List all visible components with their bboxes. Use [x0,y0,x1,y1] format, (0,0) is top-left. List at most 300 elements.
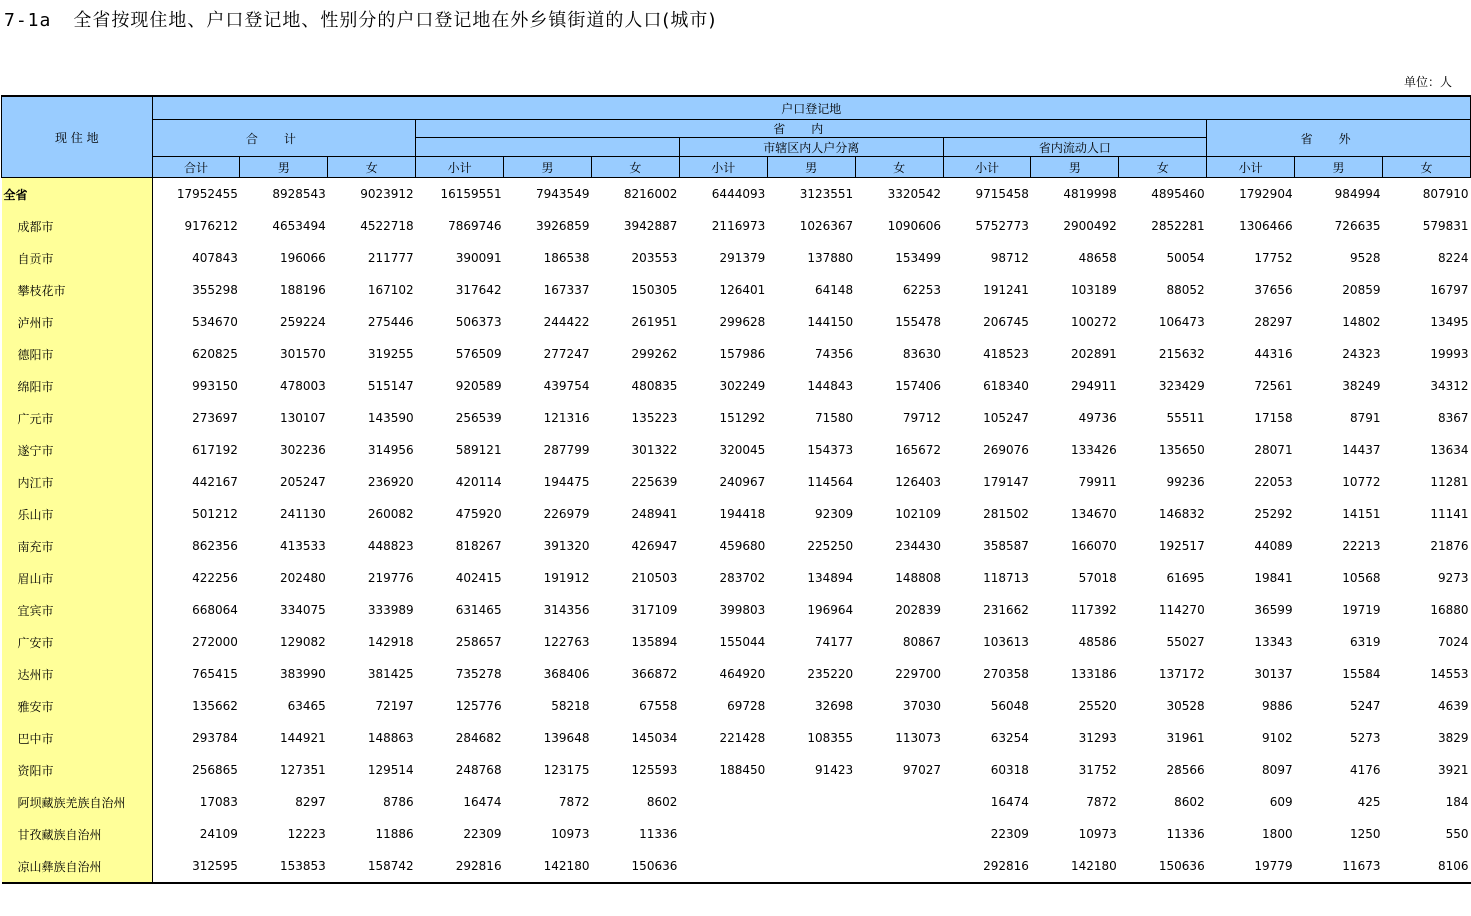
table-cell: 314956 [367,443,414,457]
table-cell: 142180 [1031,850,1119,883]
table-row [2,210,1471,242]
table-cell: 50054 [1166,251,1205,265]
table-cell: 281502 [983,507,1029,521]
table-cell: 221428 [719,731,766,745]
table-cell: 381425 [367,667,414,681]
table-cell: 11141 [1430,507,1469,521]
table-cell: 302249 [719,379,766,393]
table-cell: 2116973 [711,219,766,233]
table-cell: 61695 [1166,571,1205,585]
table-cell: 15584 [1342,667,1381,681]
table-cell: 260082 [367,507,414,521]
table-cell: 38249 [1342,379,1381,393]
table-cell: 334075 [279,603,326,617]
table-cell: 151292 [719,411,766,425]
table-cell: 10568 [1342,571,1381,585]
table-cell: 55511 [1166,411,1205,425]
table-cell: 283702 [719,571,766,585]
table-cell: 390091 [455,251,502,265]
table-cell: 317109 [631,603,678,617]
table-cell: 114564 [807,475,854,489]
table-cell: 135650 [1158,443,1205,457]
table-cell: 103613 [983,635,1029,649]
table-cell: 165672 [895,443,942,457]
table-cell: 618340 [983,379,1029,393]
table-cell: 9528 [1349,251,1381,265]
table-cell: 150636 [1119,850,1207,883]
table-row [2,722,1471,754]
page-title [4,6,716,32]
table-cell: 133426 [1071,443,1117,457]
table-cell: 1026367 [799,219,854,233]
table-cell: 6444093 [711,187,766,201]
table-cell: 6319 [1349,635,1381,649]
table-cell: 44316 [1254,347,1293,361]
row-name: 宜宾市 [2,594,153,626]
table-cell: 333989 [367,603,414,617]
sub-header-6: 小计 [679,157,767,178]
table-cell: 291379 [719,251,766,265]
table-cell: 64148 [814,283,854,297]
table-row [2,306,1471,338]
table-cell: 13495 [1430,315,1469,329]
table-cell [767,850,855,883]
row-name: 遂宁市 [2,434,153,466]
table-row [2,786,1471,818]
table-cell: 317642 [455,283,502,297]
table-cell: 210503 [631,571,678,585]
row-name: 攀枝花市 [2,274,153,306]
table-cell: 55027 [1166,635,1205,649]
table-cell: 270358 [983,667,1029,681]
table-cell: 134894 [807,571,854,585]
table-cell: 248768 [455,763,502,777]
row-name: 内江市 [2,466,153,498]
table-cell: 8297 [295,795,326,809]
table-cell: 203553 [631,251,678,265]
table-cell: 148808 [895,571,942,585]
out-province-header: 省外 [1207,120,1471,157]
table-cell: 155044 [719,635,766,649]
table-cell: 620825 [192,347,238,361]
table-cell: 579831 [1422,219,1469,233]
row-name: 自贡市 [2,242,153,274]
table-cell [679,850,767,883]
table-cell: 36599 [1254,603,1293,617]
table-cell: 3926859 [536,219,590,233]
table-cell: 9273 [1437,571,1469,585]
table-cell: 206745 [983,315,1029,329]
table-cell: 127351 [279,763,326,777]
table-cell: 49736 [1078,411,1117,425]
row-name: 凉山彝族自治州 [2,850,153,883]
table-cell [767,818,855,850]
table-cell: 121316 [543,411,590,425]
row-name: 广安市 [2,626,153,658]
table-cell: 358587 [983,539,1029,553]
table-cell: 167102 [367,283,414,297]
table-cell: 862356 [192,539,238,553]
table-cell: 144921 [279,731,326,745]
table-cell: 14553 [1430,667,1469,681]
table-cell [855,818,943,850]
table-cell: 108355 [807,731,854,745]
table-cell: 192517 [1158,539,1205,553]
table-cell: 7943549 [536,187,590,201]
row-name: 泸州市 [2,306,153,338]
sub-header-9: 小计 [943,157,1031,178]
table-cell: 105247 [983,411,1029,425]
row-name: 广元市 [2,402,153,434]
table-cell: 442167 [192,475,238,489]
table-cell: 920589 [455,379,502,393]
table-cell: 69728 [727,699,766,713]
table-cell: 202480 [279,571,326,585]
table-title-text: 全省按现住地、户口登记地、性别分的户口登记地在外乡镇街道的人口(城市) [73,10,717,31]
table-cell: 9886 [1262,699,1293,713]
table-cell: 1792904 [1239,187,1293,201]
table-number: 7-1a [4,10,52,31]
table-cell: 4639 [1437,699,1469,713]
table-cell: 422256 [192,571,238,585]
table-row [2,242,1471,274]
table-cell: 12223 [287,827,326,841]
table-cell: 261951 [631,315,678,329]
table-cell: 515147 [367,379,414,393]
table-cell: 368406 [543,667,590,681]
table-cell: 144843 [807,379,854,393]
in-province-spacer [416,138,680,157]
table-cell: 226979 [543,507,590,521]
table-cell: 292816 [416,850,504,883]
table-cell: 129082 [279,635,326,649]
table-cell: 16797 [1430,283,1469,297]
table-cell: 294911 [1071,379,1117,393]
table-cell: 17952455 [176,187,238,201]
table-cell: 16880 [1430,603,1469,617]
table-cell: 8367 [1437,411,1469,425]
table-cell: 383990 [279,667,326,681]
table-cell [679,818,767,850]
table-cell: 71580 [814,411,854,425]
table-cell: 67558 [639,699,678,713]
city-separated-header: 市辖区内人户分离 [679,138,943,157]
table-cell: 11336 [639,827,678,841]
table-cell: 4895460 [1151,187,1205,201]
table-cell: 5752773 [975,219,1029,233]
table-cell: 91423 [814,763,854,777]
table-cell: 8224 [1437,251,1469,265]
table-cell: 10973 [551,827,590,841]
sub-header-2: 女 [328,157,416,178]
table-cell: 244422 [543,315,590,329]
row-name: 乐山市 [2,498,153,530]
table-cell: 114270 [1158,603,1205,617]
table-cell: 8786 [383,795,414,809]
table-cell: 186538 [543,251,590,265]
table-cell: 150636 [591,850,679,883]
table-row [2,818,1471,850]
table-cell: 3829 [1437,731,1469,745]
table-row [2,370,1471,402]
table-cell: 19841 [1254,571,1293,585]
table-cell: 14151 [1342,507,1381,521]
table-cell: 609 [1269,795,1293,809]
table-cell: 726635 [1334,219,1381,233]
table-row [2,530,1471,562]
table-cell: 550 [1445,827,1469,841]
table-cell: 3942887 [623,219,678,233]
table-cell: 25520 [1078,699,1117,713]
table-cell: 166070 [1071,539,1117,553]
table-cell: 225250 [807,539,854,553]
table-cell: 37030 [902,699,942,713]
table-cell: 20859 [1342,283,1381,297]
sub-header-14: 女 [1382,157,1470,178]
table-cell: 475920 [455,507,502,521]
table-cell: 8097 [1262,763,1293,777]
table-cell: 202891 [1071,347,1117,361]
table-cell: 418523 [983,347,1029,361]
table-cell: 420114 [455,475,502,489]
table-cell: 19719 [1342,603,1381,617]
sub-header-0: 合计 [152,157,240,178]
row-name: 成都市 [2,210,153,242]
table-cell: 72561 [1254,379,1293,393]
table-cell: 98712 [990,251,1029,265]
table-cell: 312595 [152,850,240,883]
table-cell: 273697 [192,411,238,425]
table-cell: 16474 [463,795,502,809]
table-cell: 137880 [807,251,854,265]
table-body [2,178,1471,884]
table-cell: 62253 [902,283,942,297]
table-cell: 31752 [1078,763,1117,777]
table-cell: 4653494 [272,219,326,233]
table-cell: 153853 [240,850,328,883]
table-cell: 202839 [895,603,942,617]
table-cell: 158742 [328,850,416,883]
table-cell: 589121 [455,443,502,457]
table-cell: 275446 [367,315,414,329]
table-cell: 8602 [1174,795,1205,809]
table-cell: 60318 [990,763,1029,777]
sub-header-10: 男 [1031,157,1119,178]
table-cell: 765415 [192,667,238,681]
table-row [2,658,1471,690]
table-row [2,850,1471,883]
table-cell: 293784 [192,731,238,745]
table-cell: 14437 [1342,443,1381,457]
sub-header-3: 小计 [416,157,504,178]
table-cell: 2852281 [1151,219,1205,233]
row-name: 甘孜藏族自治州 [2,818,153,850]
table-cell: 133186 [1071,667,1117,681]
table-cell: 30137 [1254,667,1293,681]
hukou-header: 户口登记地 [152,96,1470,120]
table-cell: 1090606 [887,219,942,233]
table-cell: 236920 [367,475,414,489]
table-cell: 130107 [279,411,326,425]
table-cell: 323429 [1158,379,1205,393]
table-cell: 106473 [1158,315,1205,329]
table-cell: 145034 [631,731,678,745]
table-cell: 13343 [1254,635,1293,649]
table-cell: 301570 [279,347,326,361]
table-cell: 320045 [719,443,766,457]
row-label-header: 现 住 地 [2,96,153,178]
table-cell: 287799 [543,443,590,457]
table-cell: 92309 [814,507,854,521]
table-cell: 17083 [199,795,238,809]
table-cell: 292816 [943,850,1031,883]
table-cell: 144150 [807,315,854,329]
total-group-header: 合计 [152,120,416,157]
table-cell: 259224 [279,315,326,329]
table-cell: 272000 [192,635,238,649]
table-cell: 157986 [719,347,766,361]
table-cell: 459680 [719,539,766,553]
table-row [2,562,1471,594]
table-cell: 19779 [1207,850,1295,883]
table-cell: 56048 [990,699,1029,713]
table-cell: 28566 [1166,763,1205,777]
table-cell: 11281 [1430,475,1469,489]
table-cell: 135223 [631,411,678,425]
table-cell: 284682 [455,731,502,745]
table-cell: 256865 [192,763,238,777]
table-row [2,402,1471,434]
table-cell: 37656 [1254,283,1293,297]
table-row [2,466,1471,498]
table-cell: 16474 [990,795,1029,809]
table-cell: 79911 [1078,475,1117,489]
table-cell: 8928543 [272,187,326,201]
table-cell: 3320542 [887,187,942,201]
table-cell: 301322 [631,443,678,457]
table-cell: 399803 [719,603,766,617]
table-cell: 229700 [895,667,942,681]
row-name: 资阳市 [2,754,153,786]
sub-header-7: 男 [767,157,855,178]
table-cell: 22053 [1254,475,1293,489]
table-cell: 28071 [1254,443,1293,457]
row-name: 南充市 [2,530,153,562]
row-name: 眉山市 [2,562,153,594]
table-cell: 3921 [1437,763,1469,777]
table-cell: 248941 [631,507,678,521]
table-cell: 10772 [1342,475,1381,489]
sub-header-12: 小计 [1207,157,1295,178]
table-cell: 137172 [1158,667,1205,681]
table-cell: 146832 [1158,507,1205,521]
unit-label: 单位：人 [1403,75,1452,89]
table-cell: 1800 [1262,827,1293,841]
table-cell: 735278 [455,667,502,681]
table-cell: 74356 [814,347,854,361]
table-cell: 188196 [279,283,326,297]
table-row [2,690,1471,722]
table-cell: 135662 [192,699,238,713]
table-cell: 407843 [192,251,238,265]
table-cell: 205247 [279,475,326,489]
table-cell: 231662 [983,603,1029,617]
table-cell: 196066 [279,251,326,265]
table-cell: 134670 [1071,507,1117,521]
table-cell: 44089 [1254,539,1293,553]
table-cell: 97027 [902,763,942,777]
table-cell: 464920 [719,667,766,681]
table-cell: 9715458 [975,187,1029,201]
table-cell: 234430 [895,539,942,553]
table-cell: 7872 [558,795,590,809]
table-cell: 154373 [807,443,854,457]
table-cell: 5273 [1349,731,1381,745]
table-cell: 478003 [279,379,326,393]
table-cell: 102109 [895,507,942,521]
table-cell: 14802 [1342,315,1381,329]
table-cell: 32698 [814,699,854,713]
table-cell: 302236 [279,443,326,457]
table-cell: 631465 [455,603,502,617]
table-cell: 668064 [192,603,238,617]
table-cell: 167337 [543,283,590,297]
table-cell: 57018 [1078,571,1117,585]
table-cell: 299628 [719,315,766,329]
table-cell: 439754 [543,379,590,393]
table-cell: 125776 [455,699,502,713]
row-name: 达州市 [2,658,153,690]
table-cell: 8602 [646,795,678,809]
table-cell: 179147 [983,475,1029,489]
table-cell: 5247 [1349,699,1381,713]
table-cell: 74177 [814,635,854,649]
table-cell: 191241 [983,283,1029,297]
population-table [1,95,1471,884]
table-cell: 269076 [983,443,1029,457]
table-cell: 215632 [1158,347,1205,361]
table-cell: 277247 [543,347,590,361]
table-cell: 10973 [1078,827,1117,841]
table-cell: 8216002 [623,187,678,201]
table-cell: 194418 [719,507,766,521]
table-cell: 9176212 [184,219,238,233]
table-row [2,434,1471,466]
table-header [2,96,1471,178]
row-name: 巴中市 [2,722,153,754]
table-cell: 241130 [279,507,326,521]
table-cell: 72197 [375,699,414,713]
table-cell: 993150 [192,379,238,393]
table-cell: 211777 [367,251,414,265]
table-cell: 17158 [1254,411,1293,425]
sub-header-5: 女 [591,157,679,178]
table-cell: 125593 [631,763,678,777]
table-cell: 184 [1445,795,1469,809]
table-cell: 118713 [983,571,1029,585]
table-cell: 258657 [455,635,502,649]
table-cell: 34312 [1430,379,1469,393]
table-cell: 4522718 [360,219,414,233]
table-cell: 1250 [1349,827,1381,841]
table-cell: 126401 [719,283,766,297]
table-cell: 7872 [1086,795,1117,809]
table-cell: 31293 [1078,731,1117,745]
table-cell: 123175 [543,763,590,777]
table-cell: 48658 [1078,251,1117,265]
table-row [2,274,1471,306]
sub-header-8: 女 [855,157,943,178]
